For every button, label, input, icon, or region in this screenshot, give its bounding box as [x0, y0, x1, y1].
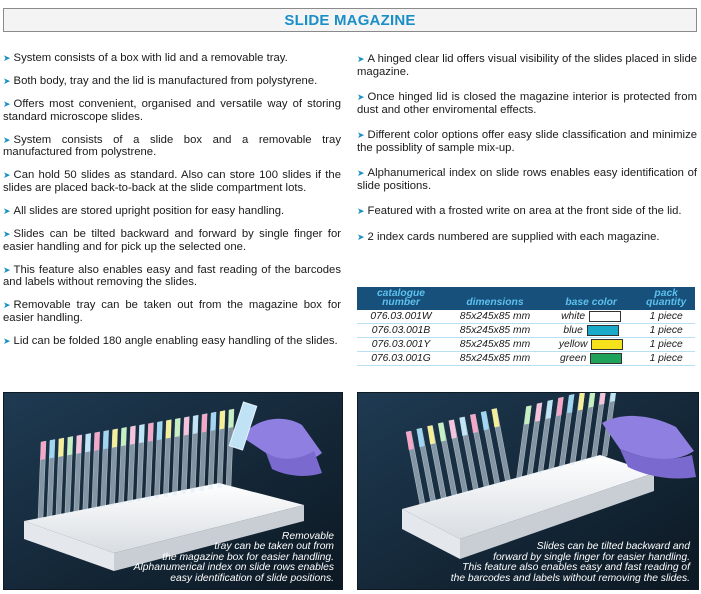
arrow-icon: ➤: [3, 335, 11, 346]
arrow-icon: ➤: [357, 54, 365, 64]
catalogue-number: 076.03.001W: [370, 311, 432, 322]
photo-caption-tray: Removable tray can be taken out from the magazine box for easier handling. Alphanumerical index on slide rows enables easy identification of slide positions.: [133, 530, 334, 584]
slide-label: [210, 412, 216, 431]
base-color: white: [545, 310, 637, 324]
color-swatch: [591, 339, 623, 350]
slide-label: [157, 421, 163, 440]
base-color: yellow: [545, 338, 637, 352]
base-color: blue: [545, 324, 637, 338]
color-swatch: [587, 325, 619, 336]
catalogue-number: 076.03.001G: [371, 353, 431, 364]
slide-label: [228, 409, 234, 428]
catalogue-number: 076.03.001B: [371, 325, 431, 336]
arrow-icon: ➤: [3, 76, 11, 87]
slide-label: [193, 415, 199, 434]
slide-label: [94, 432, 100, 451]
slide-label: [139, 424, 145, 443]
arrow-icon: ➤: [3, 300, 11, 311]
left-feature-list: [3, 52, 341, 358]
slide-label: [166, 420, 172, 439]
arrow-icon: ➤: [357, 168, 365, 178]
table-row: [357, 324, 695, 338]
product-photo-tilted: [357, 392, 699, 590]
slide-label: [130, 426, 136, 445]
feature-bullet: ➤ This feature also enables easy and fast reading of the barcodes and labels without removing the slides.: [3, 263, 341, 289]
catalogue-table: [357, 287, 695, 366]
slide-label: [58, 438, 64, 457]
slide-label: [76, 435, 82, 454]
feature-bullet: ➤ Offers most convenient, organised and versatile way of storing standard microscope slides.: [3, 98, 341, 123]
feature-bullet: ➤ Once hinged lid is closed the magazine interior is protected from dust and other enviromental effects.: [357, 91, 697, 116]
color-swatch: [589, 311, 621, 322]
pack-quantity: 1 piece: [649, 353, 683, 364]
title-banner: [3, 8, 697, 32]
header-dimensions: dimensions: [466, 297, 524, 308]
slide-label: [103, 430, 109, 449]
feature-bullet: ➤ Alphanumerical index on slide rows enables easy identification of slide positions.: [357, 167, 697, 192]
feature-bullet: ➤ System consists of a slide box and a removable tray manufactured from polystrene.: [3, 133, 341, 159]
arrow-icon: ➤: [3, 134, 11, 145]
table-row: [357, 352, 695, 366]
table-row: [357, 310, 695, 324]
slide-label: [40, 441, 46, 460]
arrow-icon: ➤: [357, 130, 365, 140]
arrow-icon: ➤: [3, 229, 11, 240]
header-pack-quantity: pack quantity: [646, 288, 687, 308]
feature-bullet: ➤ Featured with a frosted write on area at the front side of the lid.: [357, 205, 682, 217]
dimensions: 85x245x85 mm: [459, 339, 531, 350]
slide-label: [121, 427, 127, 446]
table-header-row: [357, 287, 695, 310]
base-color: green: [545, 352, 637, 366]
feature-bullet: ➤ Removable tray can be taken out from the magazine box for easier handling.: [3, 299, 341, 324]
dimensions: 85x245x85 mm: [459, 353, 531, 364]
dimensions: 85x245x85 mm: [459, 325, 531, 336]
feature-bullet: ➤ Lid can be folded 180 angle enabling easy handling of the slides.: [3, 334, 338, 347]
slide-label: [85, 433, 91, 452]
table-row: [357, 338, 695, 352]
right-feature-list: [357, 53, 697, 256]
dimensions: 85x245x85 mm: [459, 311, 531, 322]
slide-label: [49, 439, 55, 458]
feature-bullet: ➤ Both body, tray and the lid is manufactured from polystyrene.: [3, 75, 318, 88]
pack-quantity: 1 piece: [649, 325, 683, 336]
arrow-icon: ➤: [3, 99, 11, 110]
slide-label: [175, 418, 181, 437]
pack-quantity: 1 piece: [649, 311, 683, 322]
arrow-icon: ➤: [3, 205, 11, 216]
feature-bullet: ➤ 2 index cards numbered are supplied with each magazine.: [357, 230, 660, 243]
catalogue-number: 076.03.001Y: [371, 339, 431, 350]
page-title: SLIDE MAGAZINE: [284, 12, 416, 29]
arrow-icon: ➤: [357, 231, 365, 242]
color-swatch: [590, 353, 622, 364]
feature-bullet: ➤ Different color options offer easy slide classification and minimize the possiblity of sample mix-up.: [357, 129, 697, 154]
feature-bullet: ➤ All slides are stored upright position for easy handling.: [3, 204, 285, 217]
slide-label: [112, 429, 118, 448]
slide-label: [219, 411, 225, 430]
header-catalogue-number: catalogue number: [376, 288, 426, 308]
header-base-color: base color: [565, 297, 617, 308]
photo-caption-tilted: Slides can be tilted backward and forward by single finger for easier handling. This feature also enables easy and fast reading of the barcodes and labels without removing the slides.: [450, 541, 690, 584]
product-photo-tray: [3, 392, 343, 590]
slide-label: [202, 414, 208, 433]
arrow-icon: ➤: [3, 53, 11, 63]
arrow-icon: ➤: [357, 92, 365, 102]
slide-label: [148, 423, 154, 442]
pack-quantity: 1 piece: [649, 339, 683, 350]
slide-label: [184, 417, 190, 436]
slide-label: [67, 436, 73, 455]
arrow-icon: ➤: [357, 206, 365, 216]
feature-bullet: ➤ System consists of a box with lid and a removable tray.: [3, 52, 288, 64]
feature-bullet: ➤ Can hold 50 slides as standard. Also can store 100 slides if the slides are placed back-to-back at the slide compartment lots.: [3, 169, 341, 194]
arrow-icon: ➤: [3, 264, 11, 275]
arrow-icon: ➤: [3, 170, 11, 181]
feature-bullet: ➤ Slides can be tilted backward and forward by single finger for easier handling and for pick up the selected one.: [3, 228, 341, 253]
feature-bullet: ➤ A hinged clear lid offers visual visibility of the slides placed in slide magazine.: [357, 53, 698, 78]
